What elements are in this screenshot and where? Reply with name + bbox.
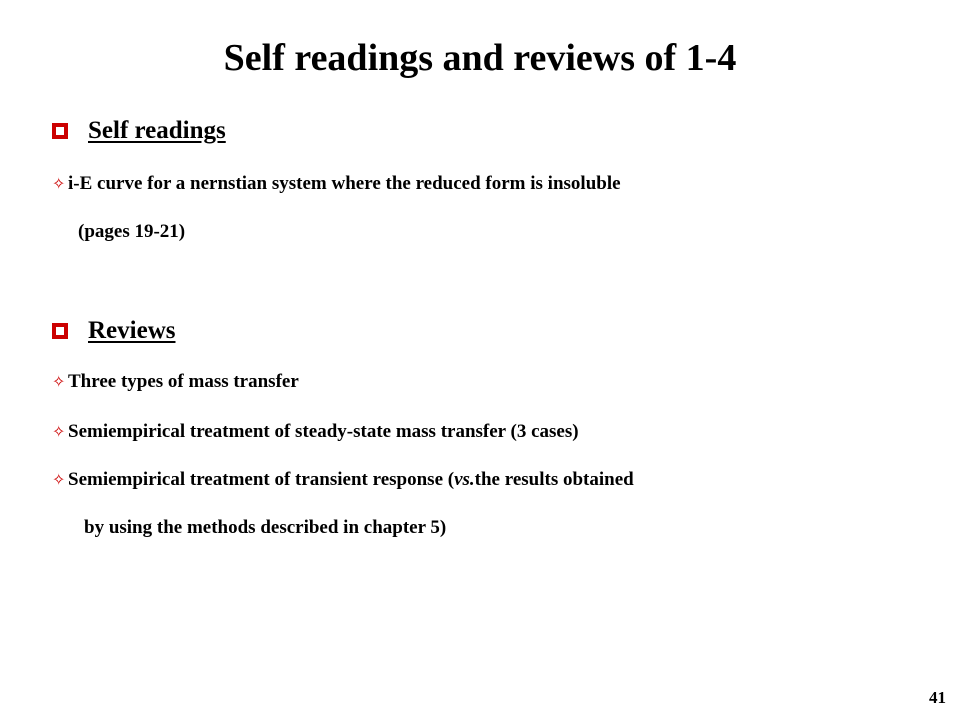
four-point-star-icon: ✧ [52,470,66,489]
list-item [52,466,634,494]
section-reviews [52,314,175,348]
section-heading: Self readings [88,117,226,144]
four-point-star-icon: ✧ [52,174,66,193]
list-item-text-part: the results obtained [474,469,634,490]
four-point-star-icon: ✧ [52,422,66,441]
list-item-text: Three types of mass transfer [68,371,299,392]
section-heading: Reviews [88,317,176,344]
list-item-continuation: (pages 19-21) [78,221,186,242]
list-item [52,170,621,198]
four-point-star-icon: ✧ [52,372,66,391]
square-outline-icon [52,123,68,139]
list-item-continuation: by using the methods described in chapter 5) [84,517,447,538]
square-outline-icon [52,323,68,339]
list-item-text: Semiempirical treatment of steady-state mass transfer (3 cases) [68,421,579,442]
slide-title: Self readings and reviews of 1-4 [223,37,737,79]
section-self-readings [52,114,226,148]
page-number: 41 [929,688,946,707]
list-item [52,418,579,446]
list-item-text: i-E curve for a nernstian system where the reduced form is insoluble [68,173,621,194]
list-item-italic-text: vs. [454,469,475,490]
list-item-text-part: Semiempirical treatment of transient response ( [68,469,455,490]
list-item [52,368,299,396]
